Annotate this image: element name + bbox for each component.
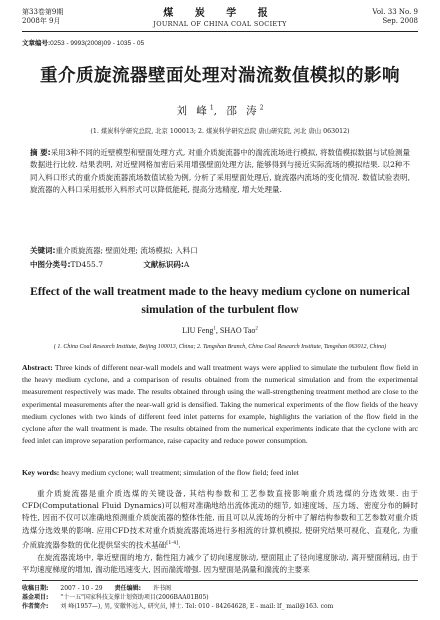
doc-code-label: 文献标识码: bbox=[143, 260, 184, 269]
doc-code-value: A bbox=[183, 260, 190, 269]
author-1-cn-sup: 1 bbox=[209, 104, 214, 112]
abstract-en-label: Abstract: bbox=[22, 363, 53, 372]
affiliation-en: ( 1. China Coal Research Institute, Beijing 100013, China; 2. Tangshan Branch, China Coal Research Institute, Tangshan 063012, China) bbox=[53, 344, 387, 350]
footnote bbox=[22, 580, 418, 612]
running-header bbox=[22, 6, 418, 32]
received-value: 2007 - 10 - 29 bbox=[60, 585, 103, 592]
received-label: 收稿日期: bbox=[22, 585, 49, 592]
fund-label: 基金项目: bbox=[22, 594, 49, 602]
fund-value: "十一五"国家科技支撑计划资助项目(2006BAA01B05) bbox=[60, 594, 209, 602]
author-sep-en: , bbox=[215, 326, 220, 335]
keywords-cn-text: 重介质旋流器; 壁面处理; 流场模拟; 入料口 bbox=[55, 246, 198, 255]
journal-name-cn: 煤 炭 学 报 bbox=[163, 8, 277, 19]
date-en: Sep. 2008 bbox=[382, 17, 418, 26]
keywords-cn-label: 关键词: bbox=[30, 246, 56, 255]
clc-label: 中图分类号: bbox=[30, 260, 71, 269]
body-paragraph-2: 在旋流器流场中, 靠近壁面的地方, 黏性阻力减少了切向速度脉动, 壁面阻止了径向速度脉动, 离开壁面稍远, 由于平均速度梯度的增加, 湍动能迅速变大, 因而湍流增强. 因为壁面是涡量和湍流的主要来 bbox=[22, 552, 418, 574]
bio-label: 作者简介: bbox=[22, 603, 49, 611]
header-center bbox=[22, 7, 418, 28]
affiliation-cn: (1. 煤炭科学研究总院, 北京 100013; 2. 煤炭科学研究总院 唐山研究院, 河北 唐山 063012) bbox=[90, 128, 350, 135]
abstract-cn-label: 摘 要: bbox=[30, 148, 51, 157]
body-p1-end: . bbox=[178, 540, 181, 550]
body-p1-text: 重介质旋流器是重介质选煤的关键设备, 其结构参数和工艺参数直接影响重介质选煤的分选效果. 由于CFD(Computational Fluid Dynamics)可以相对准确地给出流体流动的细节, 如速度场、压力场、密度分布的瞬时特性, 因而不仅可以准确地预测重介质旋流器的整体性能, 而且可以从流场的分析中了解结构参数和工艺参数对重介质选煤分选效果的影响. 应用CFD技术对重介质旋流器流场进行多相流的计算机模拟, 使研究结果可视化、直观化, 为重介质旋流器参数的优化提供坚实的技术基础 bbox=[22, 489, 418, 550]
authors-cn bbox=[0, 103, 440, 118]
footnote-fund-row bbox=[22, 593, 418, 602]
footnote-received-row bbox=[22, 584, 418, 593]
article-number-value: 0253 - 9993(2008)09 - 1035 - 05 bbox=[50, 40, 145, 47]
body-p1-citation: [1-4] bbox=[166, 539, 179, 546]
body-text bbox=[22, 488, 418, 576]
page-title-en: Effect of the wall treatment made to the heavy medium cyclone on numerical simulation of the turbulent flow bbox=[30, 285, 410, 316]
keywords-en bbox=[22, 468, 418, 477]
author-2-cn-sup: 2 bbox=[259, 104, 264, 112]
author-1-en: LIU Feng bbox=[182, 326, 214, 335]
editor-label: 责任编辑: bbox=[114, 585, 142, 592]
clc-value: TD455.7 bbox=[70, 260, 103, 269]
article-number bbox=[22, 38, 144, 47]
author-sep-cn: , bbox=[213, 105, 227, 117]
author-2-en: SHAO Tao bbox=[219, 326, 256, 335]
date-cn: 2008年 9月 bbox=[22, 17, 61, 26]
classification-row bbox=[30, 259, 410, 270]
bio-value: 刘 峰(1957—), 男, 安徽怀远人, 研究员, 博士. Tel: 010 - 84264628, E - mail: lf_ mail@163. com bbox=[60, 603, 334, 611]
keywords-en-label: Key words: bbox=[22, 468, 60, 477]
document-code bbox=[143, 259, 189, 270]
journal-name-en: JOURNAL OF CHINA COAL SOCIETY bbox=[153, 20, 287, 28]
author-1-cn: 刘 峰 bbox=[176, 105, 210, 117]
body-paragraph-1 bbox=[22, 488, 418, 552]
abstract-cn bbox=[30, 147, 410, 196]
footnote-bio-row bbox=[22, 602, 418, 611]
header-right bbox=[372, 8, 418, 26]
abstract-en bbox=[22, 362, 418, 447]
volume-cn: 第33卷第9期 bbox=[22, 8, 64, 16]
editor-value: 许书阁 bbox=[153, 585, 172, 592]
clc-number bbox=[30, 259, 103, 270]
article-number-label: 文章编号: bbox=[22, 40, 51, 47]
keywords-en-text: heavy medium cyclone; wall treatment; simulation of the flow field; feed inlet bbox=[61, 468, 299, 477]
keywords-cn bbox=[30, 245, 410, 256]
page-title-cn: 重介质旋流器壁面处理对湍流数值模拟的影响 bbox=[40, 66, 400, 86]
author-2-cn: 邵 涛 bbox=[226, 105, 260, 117]
authors-en bbox=[0, 326, 440, 335]
author-2-en-sup: 2 bbox=[255, 326, 258, 332]
author-1-en-sup: 1 bbox=[213, 326, 216, 332]
abstract-cn-text: 采用3种不同的近壁模型和壁面处理方式, 对重介质旋流器中的湍流流场进行模拟, 将数值模拟数据与试验测量数据进行比较. 结果表明, 对近壁网格加密后采用增强壁面处理方法, 能够得到与接近实际流场的模拟结果. 以2种不同入料口形式的重介质旋流器流场数值试验为例, 分析了采用壁面处理后, 旋流器内流场的变化情况. 数值试验表明, 旋流器的入料口采用抵形入料形式可以降低能耗, 提高分选精度, 增大处理量. bbox=[30, 148, 410, 194]
volume-en: Vol. 33 No. 9 bbox=[372, 8, 418, 16]
abstract-en-text: Three kinds of different near-wall models and wall treatment ways were applied to simulate the turbulent flow field in the heavy medium cyclone, and a comparison of results obtained from the numerical simulation and from the experimental measurement respectively was made. The results obtained through using the wall-strengthening treatment method are close to the experimental measurements after the near-wall grid is densified. Taking the numerical experiments of the flow fields of the heavy medium cyclones with two kinds of different feed inlet patterns for example, highlights the variation of the flow field in the cyclone after the wall treatment is made. The results obtained from the numerical experiments indicate that the cyclone with arc feed inlet can improve separation performance, raise capacity and reduce power consumption. bbox=[22, 363, 418, 446]
